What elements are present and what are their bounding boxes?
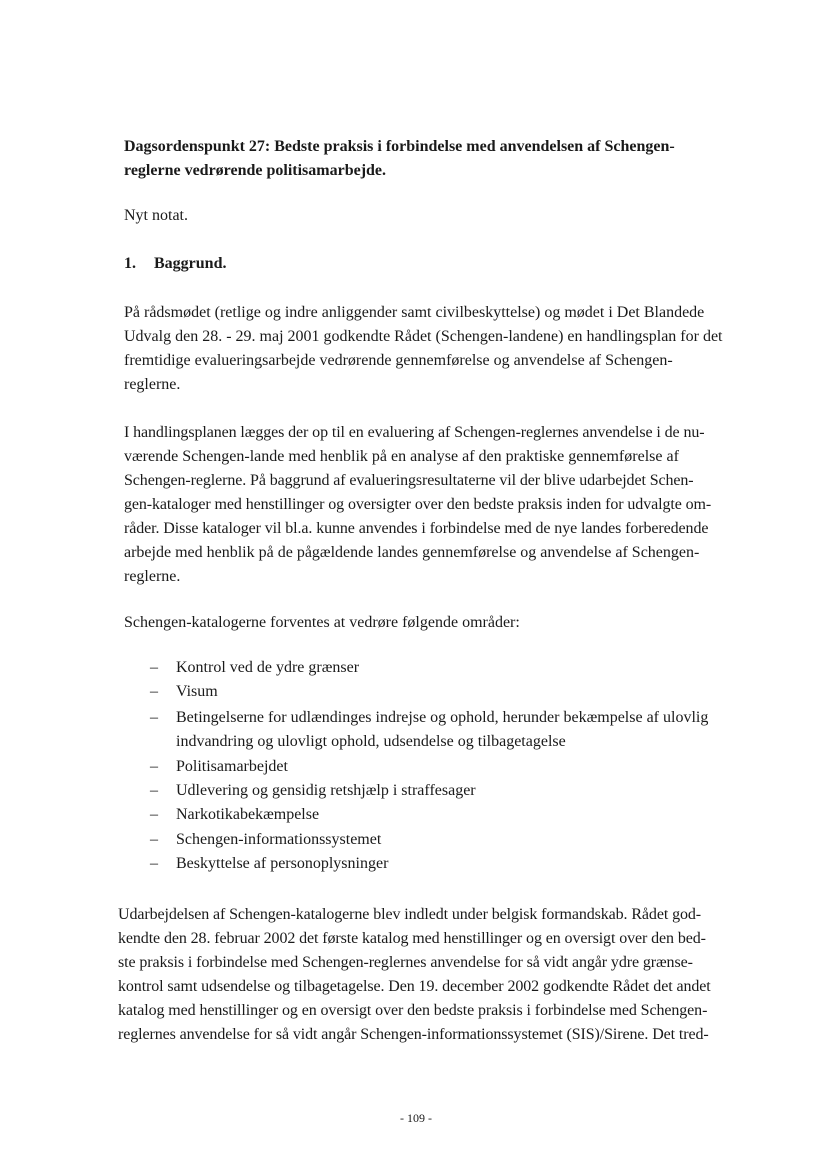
list-dash: – — [150, 806, 158, 823]
list-item-text: Narkotikabekæmpelse — [176, 806, 320, 823]
paragraph-2-line-2: værende Schengen-lande med henblik på en analyse af den praktiske gennemførelse af — [124, 448, 679, 465]
list-item-text: Udlevering og gensidig retshjælp i straffesager — [176, 782, 476, 799]
note-text: Nyt notat. — [124, 207, 188, 224]
section-number: 1. — [124, 255, 136, 272]
paragraph-3-line-6: reglernes anvendelse for så vidt angår Schengen-informationssystemet (SIS)/Sirene. Det tred- — [118, 1026, 709, 1043]
list-dash: – — [150, 855, 158, 872]
list-item-text: Kontrol ved de ydre grænser — [176, 659, 360, 676]
list-dash: – — [150, 831, 158, 848]
paragraph-2-line-7: reglerne. — [124, 568, 181, 585]
paragraph-2-line-1: I handlingsplanen lægges der op til en evaluering af Schengen-reglernes anvendelse i de nu- — [124, 424, 705, 441]
list-item-text: Visum — [176, 683, 218, 700]
list-dash: – — [150, 659, 158, 676]
paragraph-2-line-6: arbejde med henblik på de pågældende landes gennemførelse og anvendelse af Schengen- — [124, 544, 700, 561]
list-dash: – — [150, 709, 158, 726]
paragraph-3-line-2: kendte den 28. februar 2002 det første katalog med henstillinger og en oversigt over den bed- — [118, 930, 706, 947]
list-intro: Schengen-katalogerne forventes at vedrøre følgende områder: — [124, 614, 520, 631]
paragraph-3-line-1: Udarbejdelsen af Schengen-katalogerne blev indledt under belgisk formandskab. Rådet god- — [118, 906, 702, 923]
paragraph-2-line-4: gen-kataloger med henstillinger og oversigter over den bedste praksis inden for udvalgte om- — [124, 496, 712, 513]
list-dash: – — [150, 758, 158, 775]
paragraph-3-line-4: kontrol samt udsendelse og tilbagetagelse. Den 19. december 2002 godkendte Rådet det andet — [118, 978, 711, 995]
list-item-text: Beskyttelse af personoplysninger — [176, 855, 389, 872]
list-dash: – — [150, 683, 158, 700]
list-item-text: Betingelserne for udlændinges indrejse og ophold, herunder bekæmpelse af ulovlig — [176, 709, 709, 726]
list-item-text: Schengen-informationssystemet — [176, 831, 382, 848]
agenda-heading-line-1: Dagsordenspunkt 27: Bedste praksis i forbindelse med anvendelsen af Schengen- — [124, 138, 675, 155]
list-dash: – — [150, 782, 158, 799]
paragraph-1-line-3: fremtidige evalueringsarbejde vedrørende gennemførelse og anvendelse af Schengen- — [124, 352, 673, 369]
section-title-text: Baggrund. — [154, 255, 227, 272]
paragraph-3-line-3: ste praksis i forbindelse med Schengen-reglernes anvendelse for så vidt angår ydre grænse- — [118, 954, 693, 971]
list-item-text: Politisamarbejdet — [176, 758, 288, 775]
paragraph-2-line-5: råder. Disse kataloger vil bl.a. kunne anvendes i forbindelse med de nye landes forberedende — [124, 520, 709, 537]
paragraph-2-line-3: Schengen-reglerne. På baggrund af evalueringsresultaterne vil der blive udarbejdet Schen- — [124, 472, 694, 489]
list-item-continuation: indvandring og ulovligt ophold, udsendelse og tilbagetagelse — [176, 733, 566, 750]
paragraph-1-line-1: På rådsmødet (retlige og indre anliggender samt civilbeskyttelse) og mødet i Det Blandede — [124, 304, 705, 321]
agenda-heading-line-2: reglerne vedrørende politisamarbejde. — [124, 162, 387, 179]
paragraph-1-line-4: reglerne. — [124, 376, 181, 393]
paragraph-1-line-2: Udvalg den 28. - 29. maj 2001 godkendte Rådet (Schengen-landene) en handlingsplan for det — [124, 328, 723, 345]
paragraph-3-line-5: katalog med henstillinger og en oversigt over den bedste praksis i forbindelse med Schengen- — [118, 1002, 708, 1019]
page-number: - 109 - — [400, 1111, 432, 1125]
section-title — [124, 252, 226, 276]
